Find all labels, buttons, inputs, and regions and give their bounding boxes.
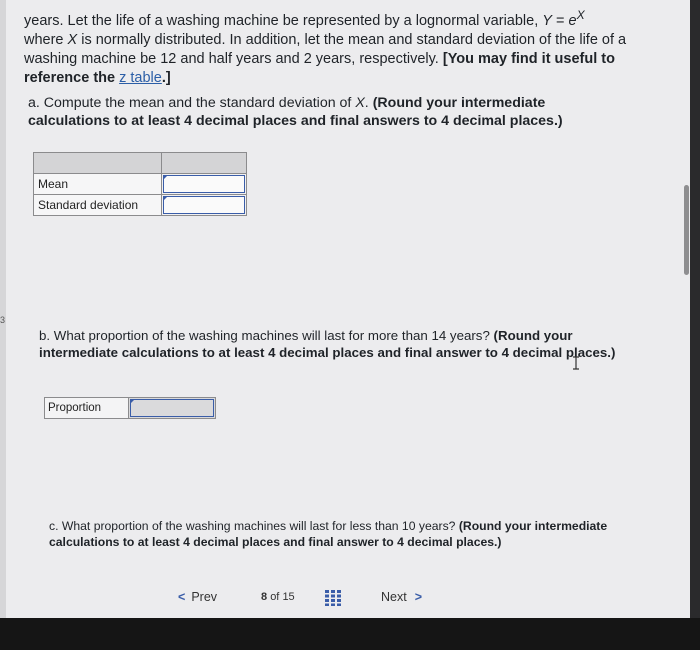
x-exponent: X: [576, 8, 585, 22]
e-base: e: [568, 12, 577, 29]
chevron-right-icon: >: [414, 590, 423, 604]
part-c-instruction: (Round your intermediate calculations to at least 4 decimal places and final answer to 4 decimal places.): [49, 519, 608, 549]
part-b-text: b. What proportion of the washing machines will last for more than 14 years?: [39, 328, 494, 343]
part-a-variable: X: [355, 95, 365, 111]
scrollbar-thumb[interactable]: [684, 185, 689, 275]
current-page: 8: [261, 591, 268, 603]
bottom-bezel: [0, 618, 700, 650]
part-a-instruction: (Round your intermediate calculations to at least 4 decimal places and final answers to 4 decimal places.): [28, 95, 563, 129]
chevron-left-icon: <: [178, 590, 186, 604]
pagination-bar: [0, 585, 700, 611]
proportion-label: Proportion: [45, 398, 129, 418]
reference-note-close: .]: [161, 69, 171, 86]
reference-note-open: [You may find it useful to reference the: [24, 50, 615, 86]
page-indicator: [261, 591, 295, 603]
right-bezel: [690, 0, 700, 620]
next-label: Next: [381, 590, 407, 604]
page-edge: [0, 0, 6, 620]
mean-cell: [162, 174, 246, 194]
total-pages: 15: [282, 591, 295, 603]
of-word: of: [270, 591, 280, 603]
part-a-suffix: .: [364, 95, 373, 111]
prev-label: Prev: [191, 590, 218, 604]
proportion-cell: [129, 398, 215, 418]
flag-icon: [130, 399, 135, 404]
flag-icon: [163, 196, 168, 201]
standard-deviation-input[interactable]: [163, 196, 245, 214]
table-header-label-cell: [34, 153, 162, 173]
part-b-question: [39, 327, 619, 361]
mean-input[interactable]: [163, 175, 245, 193]
x-variable: X: [67, 31, 78, 48]
intro-text-1: years. Let the life of a washing machine be represented by a lognormal variable,: [24, 12, 543, 29]
y-variable: Y: [542, 12, 552, 29]
proportion-input[interactable]: [130, 399, 214, 417]
part-a-question: [28, 94, 588, 130]
part-a-prefix: a. Compute the mean and the standard deviation of: [28, 95, 356, 111]
i-beam-cursor-icon: [572, 356, 580, 373]
prev-button[interactable]: [178, 590, 217, 604]
standard-deviation-cell: [162, 195, 246, 215]
part-b-instruction: (Round your intermediate calculations to at least 4 decimal places and final answer to 4 decimal places.): [39, 328, 616, 360]
intro-text-3: is normally distributed. In addition, let the mean and standard deviation of the life of a washing machine be 12 and half years and 2 years, respectively.: [24, 31, 627, 67]
part-c-question: [49, 519, 609, 550]
table-row: [34, 195, 246, 215]
intro-text-2: where: [24, 31, 68, 48]
flag-icon: [163, 175, 168, 180]
mean-label: Mean: [34, 174, 162, 194]
table-header: [34, 153, 246, 174]
table-row: [34, 174, 246, 195]
grid-icon[interactable]: [325, 590, 341, 606]
standard-deviation-label: Standard deviation: [34, 195, 162, 215]
z-table-link[interactable]: z table: [119, 69, 162, 86]
equals-sign: =: [551, 12, 569, 29]
part-c-text: c. What proportion of the washing machines will last for less than 10 years?: [49, 519, 459, 533]
question-intro: [24, 6, 644, 88]
part-a-answer-table: [33, 152, 247, 216]
side-mark: 3: [0, 315, 6, 325]
next-button[interactable]: [381, 590, 422, 604]
part-b-answer-table: [44, 397, 216, 419]
